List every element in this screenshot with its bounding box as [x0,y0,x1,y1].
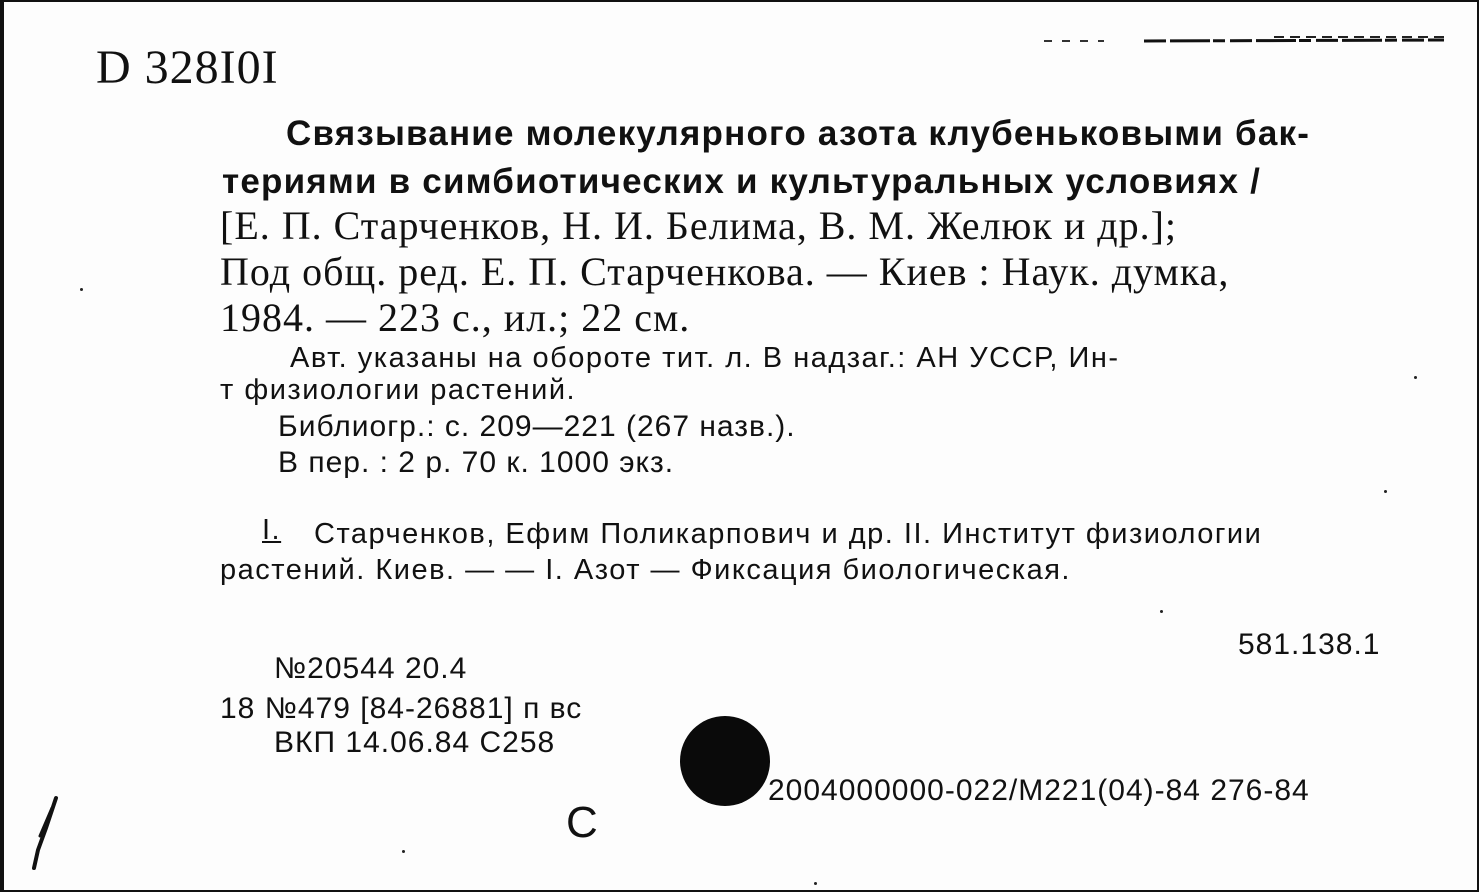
order-number: №20544 20.4 [274,652,468,685]
collation-line: 1984. — 223 с., ил.; 22 см. [220,295,691,340]
order-line-2: 18 №479 [84-26881] п вс [220,692,583,725]
classification-code: 2004000000-022/М221(04)-84 276-84 [768,774,1310,807]
speck [402,850,405,853]
letter-c: С [566,798,598,847]
authors-line: [Е. П. Старченков, Н. И. Белима, В. М. Желюк и др.]; [220,203,1178,248]
tracing-line-2: растений. Киев. — — I. Азот — Фиксация биологическая. [220,554,1071,586]
speck [1160,610,1163,613]
title-line-1: Связывание молекулярного азота клубеньковыми бак- [286,114,1311,153]
speck [1384,490,1387,493]
tracing-number: I. [262,514,282,546]
title-line-2: териями в симбиотических и культуральных условиях / [222,162,1262,201]
speck [814,882,817,885]
price-note: В пер. : 2 р. 70 к. 1000 экз. [278,446,675,479]
speck [1414,376,1417,379]
vkp-line: ВКП 14.06.84 С258 [274,726,556,759]
bibliography-note: Библиогр.: с. 209—221 (267 назв.). [278,410,796,443]
note-line-1: Авт. указаны на обороте тит. л. В надзаг.: АН УССР, Ин- [290,342,1120,374]
note-line-2: т физиологии растений. [220,374,577,406]
handwritten-mark [24,792,64,872]
udc-code: 581.138.1 [1238,628,1381,661]
imprint-line: Под общ. ред. Е. П. Старченкова. — Киев : Наук. думка, [220,249,1230,294]
scan-streak [1044,32,1444,46]
tracing-line-1: Старченков, Ефим Поликарпович и др. II. Институт физиологии [314,518,1263,550]
call-number: D 328I0I [96,41,279,94]
speck [80,288,83,291]
punch-hole [680,716,770,806]
